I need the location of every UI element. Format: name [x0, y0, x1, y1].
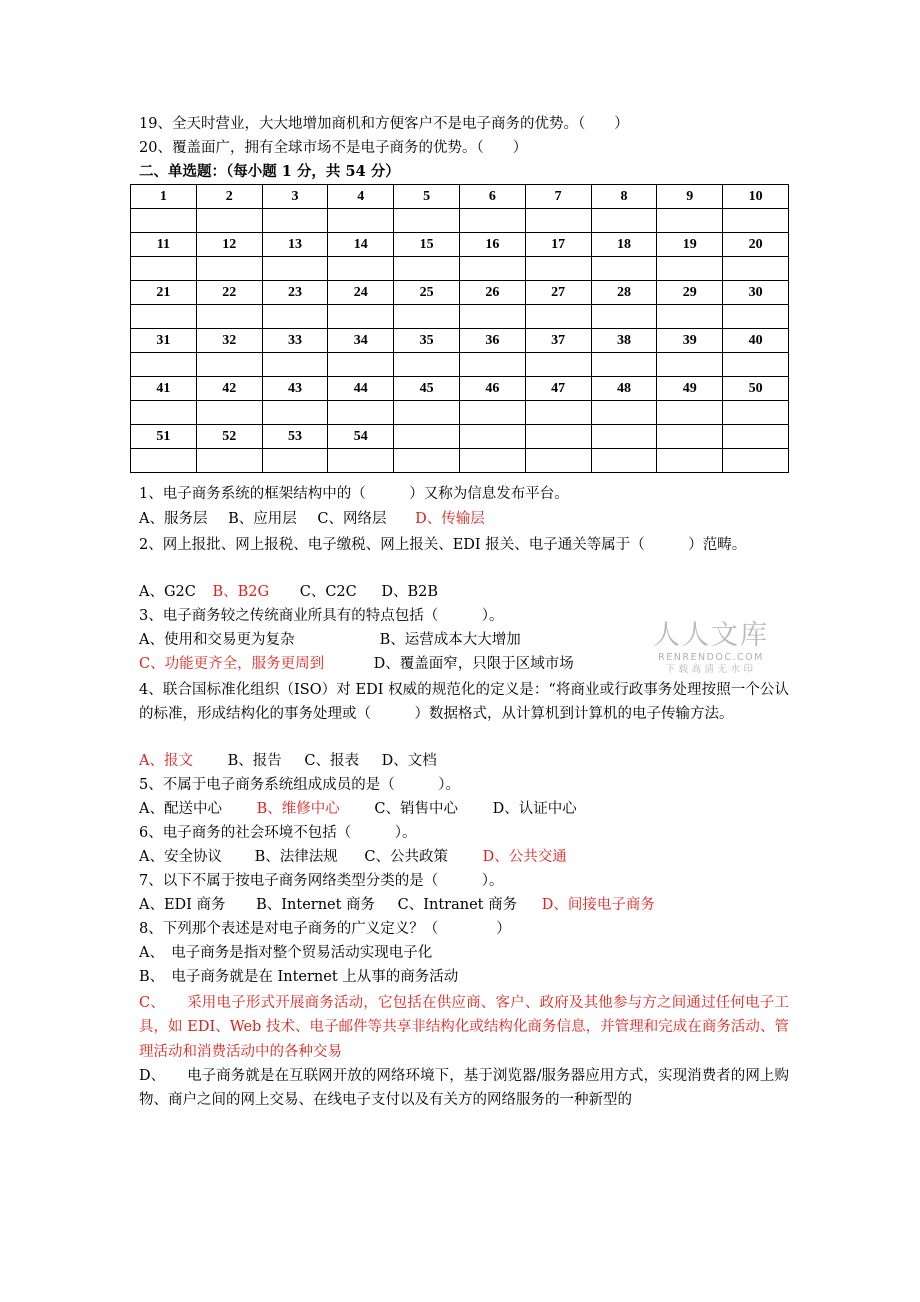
grid-number-cell: 25: [394, 281, 460, 305]
q3-option-d: D、覆盖面窄，只限于区域市场: [373, 656, 574, 672]
grid-number-cell: 43: [262, 377, 328, 401]
question-7-stem: 7、以下不属于按电子商务网络类型分类的是（ ）。: [139, 873, 504, 889]
q6-option-c: C、公共政策: [364, 849, 448, 865]
grid-number-cell: [459, 425, 525, 449]
grid-answer-cell: [394, 449, 460, 473]
grid-number-cell: 21: [131, 281, 197, 305]
grid-answer-cell: [131, 401, 197, 425]
grid-answer-cell: [394, 353, 460, 377]
question-6-options: [139, 847, 789, 867]
grid-answer-cell: [591, 257, 657, 281]
grid-answer-cell: [591, 449, 657, 473]
q4-option-d: D、文档: [381, 753, 437, 769]
grid-number-cell: 5: [394, 185, 460, 209]
grid-answer-cell: [657, 209, 723, 233]
grid-number-cell: [723, 425, 789, 449]
q8-option-c: C、 采用电子形式开展商务活动，它包括在供应商、客户、政府及其他参与方之间通过任何电子工具，如 EDI、Web 技术、电子邮件等共享非结构化或结构化商务信息，并管理和完成在商务活动、管理活动和消费活动中的各种交易: [139, 995, 789, 1060]
grid-number-row: [131, 377, 789, 401]
question-2-stem: 2、网上报批、网上报税、电子缴税、网上报关、EDI 报关、电子通关等属于（ ）范畴。: [139, 537, 747, 553]
q5-option-b: B、维修中心: [256, 801, 340, 817]
grid-answer-cell: [131, 449, 197, 473]
grid-number-cell: 42: [196, 377, 262, 401]
grid-answer-cell: [196, 449, 262, 473]
watermark-url: RENRENDOC.COM: [658, 652, 764, 663]
grid-answer-cell: [131, 257, 197, 281]
grid-number-cell: 48: [591, 377, 657, 401]
grid-answer-cell: [525, 209, 591, 233]
grid-answer-cell: [394, 257, 460, 281]
q7-option-d: D、间接电子商务: [541, 897, 655, 913]
grid-answer-cell: [591, 209, 657, 233]
q6-option-b: B、法律法规: [254, 849, 338, 865]
grid-answer-cell: [459, 257, 525, 281]
q3-option-b: B、运营成本大大增加: [379, 632, 521, 648]
grid-answer-cell: [328, 209, 394, 233]
grid-number-cell: 39: [657, 329, 723, 353]
grid-answer-row: [131, 209, 789, 233]
grid-number-cell: 41: [131, 377, 197, 401]
grid-answer-cell: [262, 257, 328, 281]
q7-option-b: B、Internet 商务: [256, 897, 376, 913]
grid-number-cell: 23: [262, 281, 328, 305]
grid-answer-cell: [657, 257, 723, 281]
grid-answer-cell: [328, 257, 394, 281]
q5-option-d: D、认证中心: [492, 801, 577, 817]
grid-answer-cell: [262, 209, 328, 233]
grid-answer-row: [131, 305, 789, 329]
grid-answer-cell: [723, 257, 789, 281]
q6-option-d: D、公共交通: [482, 849, 567, 865]
question-5-options: [139, 799, 789, 819]
watermark-title: 人人文库: [653, 620, 769, 651]
grid-answer-cell: [723, 449, 789, 473]
grid-number-cell: [525, 425, 591, 449]
q7-option-a: A、EDI 商务: [139, 897, 226, 913]
grid-answer-cell: [723, 353, 789, 377]
grid-number-cell: 22: [196, 281, 262, 305]
grid-answer-cell: [262, 401, 328, 425]
grid-number-cell: 12: [196, 233, 262, 257]
grid-answer-cell: [525, 305, 591, 329]
q1-option-b: B、应用层: [228, 511, 297, 527]
grid-answer-cell: [394, 305, 460, 329]
question-4-stem: 4、联合国标准化组织（ISO）对 EDI 权威的规范化的定义是：“将商业或行政事务处理按照一个公认的标准，形成结构化的事务处理或（ ）数据格式，从计算机到计算机的电子传输方法。: [139, 682, 789, 723]
grid-answer-cell: [328, 353, 394, 377]
grid-answer-cell: [196, 209, 262, 233]
grid-answer-cell: [196, 401, 262, 425]
section-title: 二、单选题：（每小题 1 分，共 54 分）: [139, 163, 400, 180]
grid-answer-row: [131, 449, 789, 473]
grid-number-cell: [591, 425, 657, 449]
grid-number-cell: 15: [394, 233, 460, 257]
grid-number-cell: 4: [328, 185, 394, 209]
grid-answer-cell: [196, 257, 262, 281]
grid-number-cell: 9: [657, 185, 723, 209]
grid-number-cell: 31: [131, 329, 197, 353]
tf-item-20: 20、覆盖面广，拥有全球市场不是电子商务的优势。（ ）: [139, 140, 528, 156]
grid-answer-cell: [525, 449, 591, 473]
question-7-options: [139, 895, 789, 915]
grid-number-cell: 32: [196, 329, 262, 353]
q2-option-a: A、G2C: [139, 584, 196, 600]
question-8-stem: 8、下列那个表述是对电子商务的广义定义？（ ）: [139, 921, 511, 937]
q4-option-a: A、报文: [139, 753, 193, 769]
q1-option-d: D、传输层: [415, 511, 485, 527]
question-4-options: [139, 751, 789, 771]
q4-option-b: B、报告: [227, 753, 282, 769]
q1-option-a: A、服务层: [139, 511, 208, 527]
grid-number-cell: 49: [657, 377, 723, 401]
grid-number-cell: 36: [459, 329, 525, 353]
question-6-stem: 6、电子商务的社会环境不包括（ ）。: [139, 825, 417, 841]
q4-option-c: C、报表: [304, 753, 359, 769]
grid-number-cell: 2: [196, 185, 262, 209]
grid-answer-cell: [657, 353, 723, 377]
grid-number-cell: 13: [262, 233, 328, 257]
grid-number-cell: 11: [131, 233, 197, 257]
grid-number-row: [131, 185, 789, 209]
grid-answer-cell: [459, 353, 525, 377]
grid-number-cell: 50: [723, 377, 789, 401]
grid-answer-row: [131, 401, 789, 425]
q7-option-c: C、Intranet 商务: [397, 897, 518, 913]
grid-number-cell: 3: [262, 185, 328, 209]
grid-number-cell: 38: [591, 329, 657, 353]
grid-number-cell: 54: [328, 425, 394, 449]
grid-answer-cell: [394, 401, 460, 425]
grid-answer-cell: [723, 209, 789, 233]
grid-number-cell: 28: [591, 281, 657, 305]
grid-number-row: [131, 329, 789, 353]
question-3-stem: 3、电子商务较之传统商业所具有的特点包括（ ）。: [139, 608, 504, 624]
grid-answer-cell: [262, 353, 328, 377]
grid-answer-row: [131, 257, 789, 281]
q2-option-b: B、B2G: [212, 584, 270, 600]
watermark-subtitle: 下载高清无水印: [665, 664, 757, 675]
q8-option-a: A、 电子商务是指对整个贸易活动实现电子化: [139, 945, 433, 961]
grid-answer-cell: [262, 449, 328, 473]
watermark-logo: [650, 620, 772, 676]
tf-item-19: 19、全天时营业，大大地增加商机和方便客户不是电子商务的优势。（ ）: [139, 116, 629, 132]
q3-option-a: A、使用和交易更为复杂: [139, 632, 295, 648]
grid-number-cell: [657, 425, 723, 449]
question-1-stem: 1、电子商务系统的框架结构中的（ ）又称为信息发布平台。: [139, 486, 569, 502]
grid-answer-cell: [196, 353, 262, 377]
grid-answer-cell: [525, 401, 591, 425]
grid-answer-cell: [591, 353, 657, 377]
grid-answer-cell: [196, 305, 262, 329]
grid-answer-cell: [657, 305, 723, 329]
grid-answer-cell: [459, 401, 525, 425]
grid-number-cell: 29: [657, 281, 723, 305]
grid-answer-cell: [262, 305, 328, 329]
grid-number-cell: 30: [723, 281, 789, 305]
grid-number-cell: 51: [131, 425, 197, 449]
grid-answer-cell: [131, 353, 197, 377]
grid-number-cell: 8: [591, 185, 657, 209]
q5-option-c: C、销售中心: [374, 801, 458, 817]
grid-answer-row: [131, 353, 789, 377]
grid-number-cell: 7: [525, 185, 591, 209]
grid-number-cell: 16: [459, 233, 525, 257]
grid-number-cell: 46: [459, 377, 525, 401]
grid-answer-cell: [591, 305, 657, 329]
grid-number-cell: 19: [657, 233, 723, 257]
grid-number-cell: 45: [394, 377, 460, 401]
grid-number-cell: 47: [525, 377, 591, 401]
grid-number-row: [131, 425, 789, 449]
q5-option-a: A、配送中心: [139, 801, 222, 817]
grid-number-cell: 33: [262, 329, 328, 353]
q8-option-b: B、 电子商务就是在 Internet 上从事的商务活动: [139, 969, 459, 985]
grid-answer-cell: [657, 401, 723, 425]
grid-answer-cell: [394, 209, 460, 233]
grid-number-cell: 37: [525, 329, 591, 353]
grid-answer-cell: [131, 305, 197, 329]
grid-number-cell: 17: [525, 233, 591, 257]
q8-option-d: D、 电子商务就是在互联网开放的网络环境下，基于浏览器/服务器应用方式，实现消费者的网上购物、商户之间的网上交易、在线电子支付以及有关方的网络服务的一种新型的: [139, 1068, 789, 1109]
grid-number-cell: 6: [459, 185, 525, 209]
grid-answer-cell: [525, 353, 591, 377]
grid-answer-cell: [723, 305, 789, 329]
q2-option-d: D、B2B: [381, 584, 439, 600]
grid-answer-cell: [525, 257, 591, 281]
grid-answer-cell: [657, 449, 723, 473]
grid-number-cell: 44: [328, 377, 394, 401]
grid-answer-cell: [591, 401, 657, 425]
grid-number-cell: 40: [723, 329, 789, 353]
grid-number-cell: [394, 425, 460, 449]
grid-number-cell: 27: [525, 281, 591, 305]
q2-option-c: C、C2C: [299, 584, 357, 600]
grid-number-cell: 53: [262, 425, 328, 449]
grid-answer-cell: [328, 401, 394, 425]
grid-number-cell: 52: [196, 425, 262, 449]
answer-grid: [130, 184, 789, 473]
q3-option-c: C、功能更齐全，服务更周到: [139, 656, 325, 672]
question-1-options: [139, 509, 789, 529]
grid-number-cell: 35: [394, 329, 460, 353]
grid-number-cell: 24: [328, 281, 394, 305]
grid-number-cell: 20: [723, 233, 789, 257]
grid-number-cell: 18: [591, 233, 657, 257]
grid-number-row: [131, 233, 789, 257]
grid-number-cell: 14: [328, 233, 394, 257]
q1-option-c: C、网络层: [317, 511, 387, 527]
grid-number-cell: 1: [131, 185, 197, 209]
grid-number-row: [131, 281, 789, 305]
grid-number-cell: 26: [459, 281, 525, 305]
grid-answer-cell: [459, 209, 525, 233]
question-2-options: [139, 582, 789, 602]
grid-answer-cell: [723, 401, 789, 425]
question-5-stem: 5、不属于电子商务系统组成成员的是（ ）。: [139, 777, 460, 793]
q6-option-a: A、安全协议: [139, 849, 222, 865]
grid-answer-cell: [328, 305, 394, 329]
grid-answer-cell: [459, 305, 525, 329]
grid-number-cell: 34: [328, 329, 394, 353]
grid-answer-cell: [131, 209, 197, 233]
grid-number-cell: 10: [723, 185, 789, 209]
grid-answer-cell: [459, 449, 525, 473]
grid-answer-cell: [328, 449, 394, 473]
